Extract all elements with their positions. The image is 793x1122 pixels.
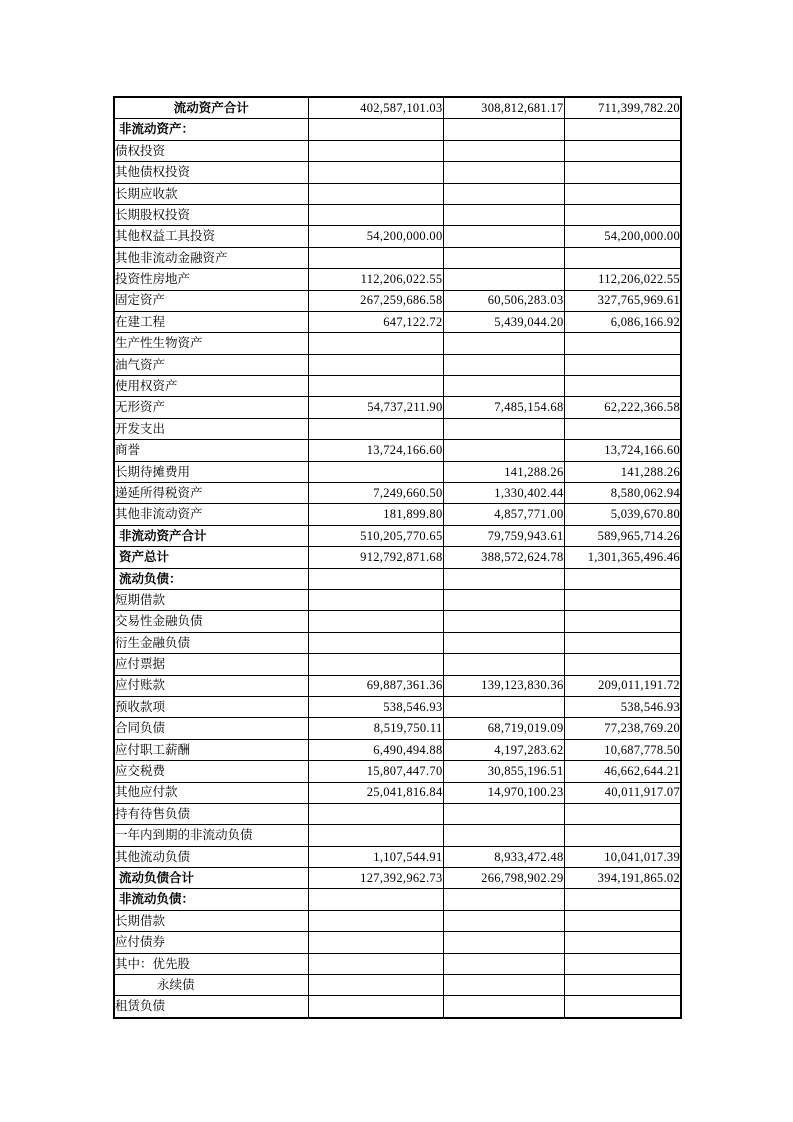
balance-sheet-table xyxy=(113,96,682,1019)
row-label: 其他应付款 xyxy=(114,782,308,803)
row-label: 递延所得税资产 xyxy=(114,483,308,504)
row-label: 一年内到期的非流动负债 xyxy=(114,825,308,846)
table-row xyxy=(114,696,681,717)
cell-amount-col2: 4,197,283.62 xyxy=(443,739,564,760)
table-row xyxy=(114,611,681,632)
cell-amount-col2 xyxy=(443,376,564,397)
cell-amount-col2 xyxy=(443,803,564,824)
cell-amount-col2 xyxy=(443,183,564,204)
cell-amount-col3: 54,200,000.00 xyxy=(564,226,681,247)
table-row xyxy=(114,654,681,675)
cell-amount-col3: 5,039,670.80 xyxy=(564,504,681,525)
cell-amount-col1 xyxy=(308,247,443,268)
cell-amount-col3 xyxy=(564,354,681,375)
row-label: 非流动资产合计 xyxy=(114,525,308,546)
cell-amount-col3 xyxy=(564,975,681,996)
cell-amount-col1 xyxy=(308,162,443,183)
cell-amount-col1: 54,737,211.90 xyxy=(308,397,443,418)
cell-amount-col3: 10,687,778.50 xyxy=(564,739,681,760)
row-label: 非流动资产： xyxy=(114,119,308,140)
cell-amount-col1: 912,792,871.68 xyxy=(308,547,443,568)
cell-amount-col3: 40,011,917.07 xyxy=(564,782,681,803)
cell-amount-col2: 8,933,472.48 xyxy=(443,846,564,867)
cell-amount-col1: 7,249,660.50 xyxy=(308,483,443,504)
cell-amount-col2: 308,812,681.17 xyxy=(443,97,564,119)
cell-amount-col3 xyxy=(564,632,681,653)
cell-amount-col2: 4,857,771.00 xyxy=(443,504,564,525)
cell-amount-col3: 1,301,365,496.46 xyxy=(564,547,681,568)
row-label: 非流动负债： xyxy=(114,889,308,910)
table-row xyxy=(114,910,681,931)
cell-amount-col1 xyxy=(308,589,443,610)
cell-amount-col1: 6,490,494.88 xyxy=(308,739,443,760)
cell-amount-col2 xyxy=(443,440,564,461)
table-row xyxy=(114,461,681,482)
row-label: 投资性房地产 xyxy=(114,269,308,290)
cell-amount-col2 xyxy=(443,140,564,161)
cell-amount-col3: 77,238,769.20 xyxy=(564,718,681,739)
row-label: 债权投资 xyxy=(114,140,308,161)
cell-amount-col2 xyxy=(443,589,564,610)
cell-amount-col2 xyxy=(443,119,564,140)
cell-amount-col3 xyxy=(564,825,681,846)
row-label: 其中：优先股 xyxy=(114,953,308,974)
row-label: 其他流动负债 xyxy=(114,846,308,867)
row-label: 在建工程 xyxy=(114,311,308,332)
row-label: 使用权资产 xyxy=(114,376,308,397)
cell-amount-col1 xyxy=(308,183,443,204)
cell-amount-col3: 209,011,191.72 xyxy=(564,675,681,696)
cell-amount-col2: 14,970,100.23 xyxy=(443,782,564,803)
cell-amount-col3 xyxy=(564,910,681,931)
cell-amount-col2 xyxy=(443,611,564,632)
cell-amount-col2 xyxy=(443,204,564,225)
cell-amount-col3 xyxy=(564,204,681,225)
table-row xyxy=(114,333,681,354)
cell-amount-col2: 68,719,019.09 xyxy=(443,718,564,739)
cell-amount-col1 xyxy=(308,932,443,953)
table-row xyxy=(114,140,681,161)
table-row xyxy=(114,483,681,504)
cell-amount-col2 xyxy=(443,247,564,268)
table-row xyxy=(114,739,681,760)
cell-amount-col1 xyxy=(308,632,443,653)
cell-amount-col3 xyxy=(564,589,681,610)
cell-amount-col2: 388,572,624.78 xyxy=(443,547,564,568)
row-label: 固定资产 xyxy=(114,290,308,311)
cell-amount-col3 xyxy=(564,889,681,910)
table-row xyxy=(114,761,681,782)
cell-amount-col1: 69,887,361.36 xyxy=(308,675,443,696)
cell-amount-col3: 10,041,017.39 xyxy=(564,846,681,867)
cell-amount-col2 xyxy=(443,162,564,183)
table-row xyxy=(114,397,681,418)
cell-amount-col1 xyxy=(308,803,443,824)
cell-amount-col1: 8,519,750.11 xyxy=(308,718,443,739)
cell-amount-col1 xyxy=(308,975,443,996)
table-row xyxy=(114,996,681,1018)
cell-amount-col1 xyxy=(308,418,443,439)
row-label: 其他债权投资 xyxy=(114,162,308,183)
table-row xyxy=(114,247,681,268)
cell-amount-col1: 402,587,101.03 xyxy=(308,97,443,119)
row-label: 开发支出 xyxy=(114,418,308,439)
cell-amount-col1 xyxy=(308,119,443,140)
table-row xyxy=(114,568,681,589)
cell-amount-col2 xyxy=(443,226,564,247)
cell-amount-col2: 30,855,196.51 xyxy=(443,761,564,782)
row-label: 其他非流动金融资产 xyxy=(114,247,308,268)
cell-amount-col2 xyxy=(443,953,564,974)
cell-amount-col2 xyxy=(443,825,564,846)
cell-amount-col2 xyxy=(443,269,564,290)
cell-amount-col1 xyxy=(308,953,443,974)
row-label: 流动负债合计 xyxy=(114,868,308,889)
cell-amount-col3 xyxy=(564,996,681,1018)
table-row xyxy=(114,162,681,183)
cell-amount-col2: 7,485,154.68 xyxy=(443,397,564,418)
cell-amount-col3: 13,724,166.60 xyxy=(564,440,681,461)
row-label: 长期借款 xyxy=(114,910,308,931)
cell-amount-col2 xyxy=(443,996,564,1018)
table-row xyxy=(114,932,681,953)
table-row xyxy=(114,953,681,974)
cell-amount-col1 xyxy=(308,996,443,1018)
table-row xyxy=(114,868,681,889)
cell-amount-col2 xyxy=(443,354,564,375)
table-row xyxy=(114,889,681,910)
table-row xyxy=(114,269,681,290)
cell-amount-col2 xyxy=(443,696,564,717)
cell-amount-col1: 15,807,447.70 xyxy=(308,761,443,782)
row-label: 预收款项 xyxy=(114,696,308,717)
cell-amount-col3: 327,765,969.61 xyxy=(564,290,681,311)
row-label: 油气资产 xyxy=(114,354,308,375)
table-row xyxy=(114,226,681,247)
cell-amount-col3 xyxy=(564,611,681,632)
table-row xyxy=(114,675,681,696)
table-row xyxy=(114,525,681,546)
cell-amount-col2: 79,759,943.61 xyxy=(443,525,564,546)
cell-amount-col3 xyxy=(564,376,681,397)
cell-amount-col3 xyxy=(564,333,681,354)
table-row xyxy=(114,975,681,996)
cell-amount-col1 xyxy=(308,889,443,910)
row-label: 租赁负债 xyxy=(114,996,308,1018)
cell-amount-col3 xyxy=(564,140,681,161)
cell-amount-col3 xyxy=(564,418,681,439)
row-label: 应付职工薪酬 xyxy=(114,739,308,760)
cell-amount-col3: 141,288.26 xyxy=(564,461,681,482)
cell-amount-col2: 139,123,830.36 xyxy=(443,675,564,696)
cell-amount-col3 xyxy=(564,247,681,268)
row-label: 流动负债： xyxy=(114,568,308,589)
table-row xyxy=(114,119,681,140)
row-label: 应交税费 xyxy=(114,761,308,782)
row-label: 应付票据 xyxy=(114,654,308,675)
table-row xyxy=(114,782,681,803)
table-row xyxy=(114,183,681,204)
cell-amount-col3: 589,965,714.26 xyxy=(564,525,681,546)
table-row xyxy=(114,418,681,439)
cell-amount-col3: 8,580,062.94 xyxy=(564,483,681,504)
cell-amount-col2 xyxy=(443,910,564,931)
table-row xyxy=(114,504,681,525)
cell-amount-col2 xyxy=(443,632,564,653)
row-label: 合同负债 xyxy=(114,718,308,739)
cell-amount-col2 xyxy=(443,568,564,589)
row-label: 长期待摊费用 xyxy=(114,461,308,482)
cell-amount-col1: 1,107,544.91 xyxy=(308,846,443,867)
cell-amount-col3 xyxy=(564,568,681,589)
row-label: 商誉 xyxy=(114,440,308,461)
row-label: 长期股权投资 xyxy=(114,204,308,225)
table-row xyxy=(114,354,681,375)
row-label: 生产性生物资产 xyxy=(114,333,308,354)
cell-amount-col1: 267,259,686.58 xyxy=(308,290,443,311)
cell-amount-col1 xyxy=(308,354,443,375)
row-label: 永续债 xyxy=(114,975,308,996)
cell-amount-col2: 266,798,902.29 xyxy=(443,868,564,889)
row-label: 衍生金融负债 xyxy=(114,632,308,653)
table-row xyxy=(114,440,681,461)
cell-amount-col3 xyxy=(564,162,681,183)
cell-amount-col3 xyxy=(564,803,681,824)
cell-amount-col3: 62,222,366.58 xyxy=(564,397,681,418)
cell-amount-col1 xyxy=(308,825,443,846)
cell-amount-col2 xyxy=(443,932,564,953)
cell-amount-col2 xyxy=(443,418,564,439)
cell-amount-col1: 127,392,962.73 xyxy=(308,868,443,889)
row-label: 持有待售负债 xyxy=(114,803,308,824)
table-row xyxy=(114,825,681,846)
table-row xyxy=(114,204,681,225)
cell-amount-col1: 13,724,166.60 xyxy=(308,440,443,461)
cell-amount-col1: 112,206,022.55 xyxy=(308,269,443,290)
cell-amount-col1: 54,200,000.00 xyxy=(308,226,443,247)
table-row xyxy=(114,846,681,867)
cell-amount-col1: 25,041,816.84 xyxy=(308,782,443,803)
cell-amount-col2 xyxy=(443,333,564,354)
cell-amount-col1 xyxy=(308,204,443,225)
cell-amount-col1 xyxy=(308,910,443,931)
cell-amount-col3 xyxy=(564,119,681,140)
table-row xyxy=(114,376,681,397)
cell-amount-col1: 647,122.72 xyxy=(308,311,443,332)
cell-amount-col3 xyxy=(564,953,681,974)
cell-amount-col3: 711,399,782.20 xyxy=(564,97,681,119)
balance-sheet-body xyxy=(114,97,681,1018)
cell-amount-col2 xyxy=(443,889,564,910)
cell-amount-col1: 510,205,770.65 xyxy=(308,525,443,546)
cell-amount-col2: 141,288.26 xyxy=(443,461,564,482)
table-row xyxy=(114,632,681,653)
row-label: 长期应收款 xyxy=(114,183,308,204)
row-label: 交易性金融负债 xyxy=(114,611,308,632)
row-label: 流动资产合计 xyxy=(114,97,308,119)
cell-amount-col3: 112,206,022.55 xyxy=(564,269,681,290)
table-row xyxy=(114,290,681,311)
cell-amount-col2: 1,330,402.44 xyxy=(443,483,564,504)
row-label: 应付账款 xyxy=(114,675,308,696)
cell-amount-col3: 538,546.93 xyxy=(564,696,681,717)
cell-amount-col3 xyxy=(564,654,681,675)
cell-amount-col1 xyxy=(308,568,443,589)
table-row xyxy=(114,589,681,610)
cell-amount-col3 xyxy=(564,932,681,953)
row-label: 其他权益工具投资 xyxy=(114,226,308,247)
cell-amount-col1 xyxy=(308,140,443,161)
cell-amount-col1: 538,546.93 xyxy=(308,696,443,717)
cell-amount-col2: 5,439,044.20 xyxy=(443,311,564,332)
cell-amount-col3: 46,662,644.21 xyxy=(564,761,681,782)
row-label: 资产总计 xyxy=(114,547,308,568)
cell-amount-col1 xyxy=(308,333,443,354)
row-label: 短期借款 xyxy=(114,589,308,610)
cell-amount-col1: 181,899.80 xyxy=(308,504,443,525)
cell-amount-col1 xyxy=(308,611,443,632)
table-row xyxy=(114,97,681,119)
cell-amount-col3 xyxy=(564,183,681,204)
cell-amount-col2: 60,506,283.03 xyxy=(443,290,564,311)
row-label: 无形资产 xyxy=(114,397,308,418)
table-row xyxy=(114,718,681,739)
cell-amount-col1 xyxy=(308,654,443,675)
cell-amount-col1 xyxy=(308,461,443,482)
cell-amount-col3: 6,086,166.92 xyxy=(564,311,681,332)
table-row xyxy=(114,311,681,332)
cell-amount-col2 xyxy=(443,654,564,675)
cell-amount-col2 xyxy=(443,975,564,996)
table-row xyxy=(114,803,681,824)
row-label: 其他非流动资产 xyxy=(114,504,308,525)
row-label: 应付债券 xyxy=(114,932,308,953)
cell-amount-col1 xyxy=(308,376,443,397)
cell-amount-col3: 394,191,865.02 xyxy=(564,868,681,889)
table-row xyxy=(114,547,681,568)
